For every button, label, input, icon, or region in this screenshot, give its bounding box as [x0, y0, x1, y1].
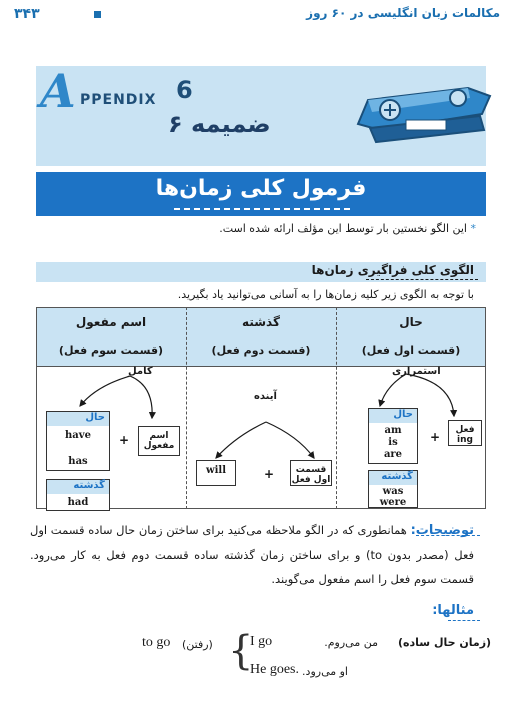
page-number: ۳۴۳ — [14, 6, 40, 22]
tense-label: (زمان حال ساده) — [398, 636, 492, 649]
stapler-illustration — [350, 70, 500, 150]
section-intro: با توجه به الگوی زیر کلیه زمان‌ها را به آسانی می‌توانید یاد بگیرید. — [177, 288, 474, 301]
word-is: is — [388, 437, 398, 448]
word-have: have — [65, 430, 91, 441]
header-square-icon — [94, 11, 101, 18]
word-was: was — [382, 486, 404, 497]
col-participle-title: اسم مفعول — [75, 315, 147, 329]
main-title: فرمول کلی زمان‌ها — [155, 176, 367, 201]
star-icon: * — [467, 222, 476, 235]
example-en-1: I go — [250, 634, 273, 649]
col-past-title: گذشته — [242, 315, 280, 329]
section-underline — [366, 279, 478, 280]
ing-verb-box: فعل ing — [448, 420, 482, 446]
appendix-number: 6 — [176, 76, 193, 104]
word-had: had — [67, 497, 89, 508]
explanation-text — [30, 518, 474, 591]
examples-underline — [448, 620, 480, 621]
col-past-subtitle: (قسمت دوم فعل) — [211, 344, 311, 357]
col-present-title: حال — [399, 315, 423, 329]
note-text: این الگو نخستین بار توسط این مؤلف ارائه شده است. — [219, 222, 467, 235]
future-label: آینده — [254, 391, 277, 402]
examples-label: مثالها: — [432, 603, 474, 618]
explanation-underline — [416, 535, 480, 536]
base-verb-box: قسمت اول فعل — [290, 460, 332, 486]
example-fa-1: من می‌روم. — [324, 636, 378, 649]
progressive-present-head: حال — [369, 409, 417, 423]
word-am: am — [384, 425, 402, 436]
plus-sign: + — [430, 430, 441, 444]
perfect-present-head: حال — [47, 412, 109, 426]
plus-sign: + — [119, 433, 130, 447]
explanation-label: توضیحات: — [410, 523, 474, 538]
example-fa-2: او می‌رود. — [302, 665, 348, 678]
book-title: مکالمات زبان انگلیسی در ۶۰ روز — [306, 6, 500, 20]
appendix-word: PPENDIX — [80, 92, 157, 108]
word-are: are — [383, 449, 403, 460]
word-were: were — [379, 497, 407, 508]
brace-icon: { — [228, 628, 254, 674]
appendix-letter: A — [40, 64, 76, 118]
author-note — [219, 222, 476, 235]
perfect-label: کامل — [128, 366, 153, 377]
infinitive-fa: (رفتن) — [182, 638, 213, 651]
title-underline — [174, 208, 350, 210]
section-title: الگوی کلی فراگیری زمان‌ها — [311, 263, 474, 277]
explanation-body: همانطوری که در الگو ملاحظه می‌کنید برای ساختن زمان حال ساده قسمت اول فعل (مصدر بدون to) و برای ساختن زمان گذشته ساده قسمت دوم فعل به کار می‌رود. قسمت سوم فعل را اسم مفعول می‌گویند. — [30, 523, 474, 586]
progressive-label: استمراری — [392, 366, 441, 377]
participle-box: اسم مفعول — [138, 426, 180, 456]
progressive-past-head: گذشته — [369, 471, 417, 485]
plus-sign: + — [264, 467, 275, 481]
will-box: will — [196, 460, 236, 486]
example-en-2: He goes. — [250, 662, 299, 677]
perfect-past-head: گذشته — [47, 480, 109, 494]
infinitive: to go — [142, 635, 171, 650]
col-present-subtitle: (قسمت اول فعل) — [361, 344, 461, 357]
col-participle-subtitle: (قسمت سوم فعل) — [58, 344, 164, 357]
word-has: has — [68, 456, 88, 467]
appendix-title-fa: ضمیمه ۶ — [168, 110, 271, 138]
